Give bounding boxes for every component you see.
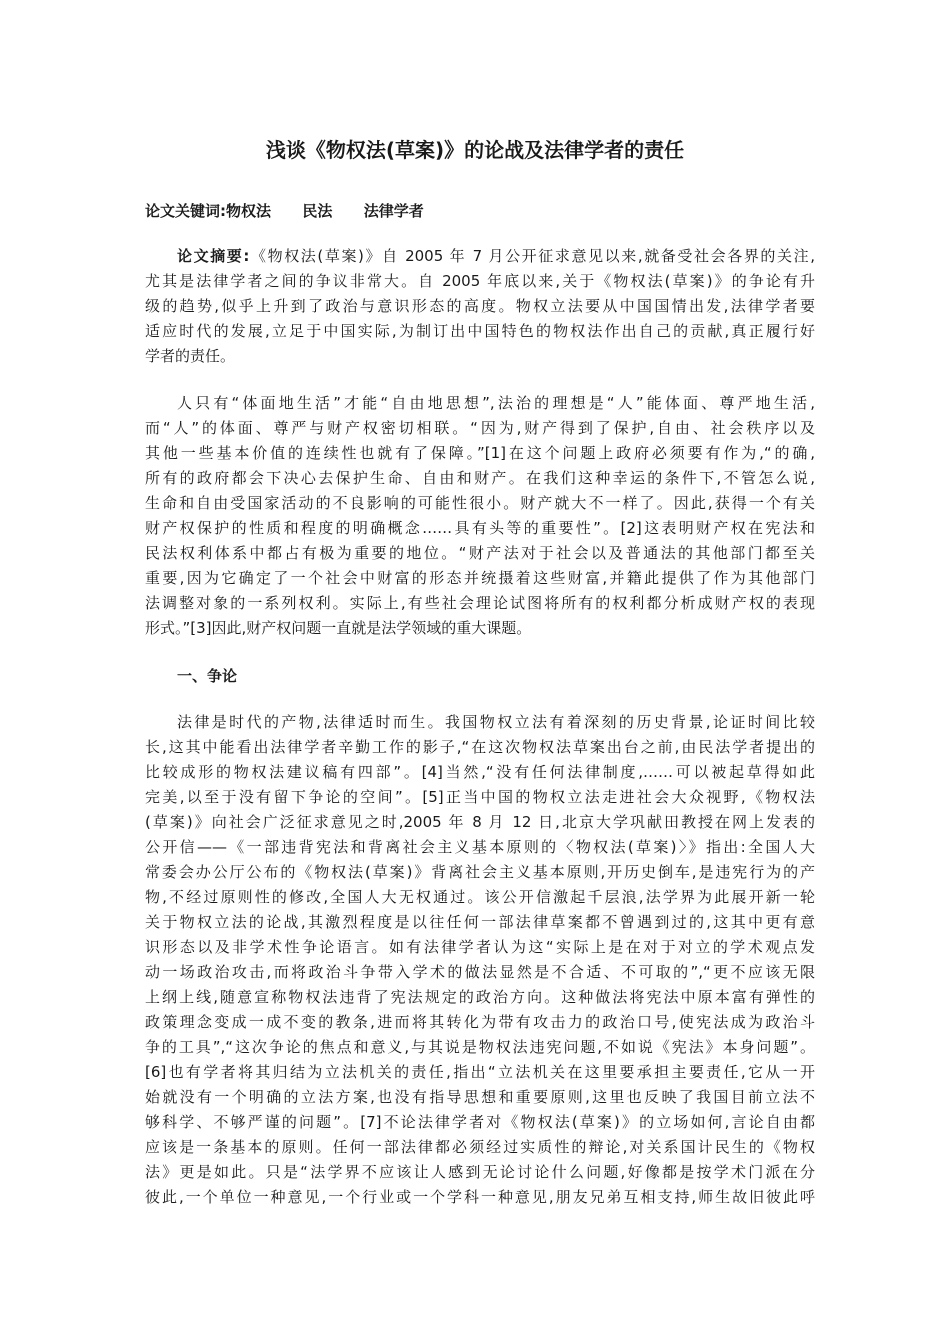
abstract-line: 学者的责任。 — [145, 347, 236, 365]
paragraph-line: 比较成形的物权法建议稿有四部”。[4]当然,“没有任何法律制度,……可以被起草得如此 — [145, 763, 815, 781]
paragraph-line: 动一场政治攻击,而将政治斗争带入学术的做法显然是不合适、不可取的”,“更不应该无限 — [145, 963, 815, 981]
abstract-line: 尤其是法律学者之间的争议非常大。自 2005 年底以来,关于《物权法(草案)》的争论有升 — [145, 272, 815, 290]
paragraph-line: 所有的政府都会下决心去保护生命、自由和财产。在我们这种幸运的条件下,不管怎么说, — [145, 469, 815, 487]
paragraph-line: 够科学、不够严谨的问题”。[7]不论法律学者对《物权法(草案)》的立场如何,言论自由都 — [145, 1113, 815, 1131]
abstract-line: 适应时代的发展,立足于中国实际,为制订出中国特色的物权法作出自己的贡献,真正履行好 — [145, 322, 815, 340]
paragraph-line: 完美,以至于没有留下争论的空间”。[5]正当中国的物权立法走进社会大众视野,《物权法 — [145, 788, 815, 806]
abstract-label: 论文摘要: — [177, 247, 250, 265]
paragraph-line: 人只有“体面地生活”才能“自由地思想”,法治的理想是“人”能体面、尊严地生活, — [177, 394, 815, 412]
paragraph-line: 民法权利体系中都占有极为重要的地位。“财产法对于社会以及普通法的其他部门都至关 — [145, 544, 815, 562]
paragraph-line: (草案)》向社会广泛征求意见之时,2005 年 8 月 12 日,北京大学巩献田教授在网上发表的 — [145, 813, 815, 831]
document-title: 浅谈《物权法(草案)》的论战及法律学者的责任 — [265, 138, 685, 162]
paragraph-line: 法调整对象的一系列权利。实际上,有些社会理论试图将所有的权利都分析成财产权的表现 — [145, 594, 815, 612]
paragraph-line: 财产权保护的性质和程度的明确概念……具有头等的重要性”。[2]这表明财产权在宪法和 — [145, 519, 815, 537]
paragraph-line: 法》更是如此。只是“法学界不应该让人感到无论讨论什么问题,好像都是按学术门派在分 — [145, 1163, 815, 1181]
paragraph-line: 公开信——《一部违背宪法和背离社会主义基本原则的〈物权法(草案)〉》指出:全国人大 — [145, 838, 815, 856]
paragraph-line: 政策理念变成一成不变的教条,进而将其转化为带有攻击力的政治口号,使宪法成为政治斗 — [145, 1013, 815, 1031]
paragraph-line: 生命和自由受国家活动的不良影响的可能性很小。财产就大不一样了。因此,获得一个有关 — [145, 494, 815, 512]
keywords-label: 论文关键词: — [145, 202, 226, 220]
body-paragraph-debate — [145, 710, 815, 1210]
paragraph-line: [6]也有学者将其归结为立法机关的责任,指出“立法机关在这里要承担主要责任,它从一开 — [145, 1063, 815, 1081]
section-heading: 一、争论 — [177, 667, 238, 685]
body-paragraph-intro — [145, 391, 815, 641]
paragraph-line: 识形态以及非学术性争论语言。如有法律学者认为这“实际上是在对于对立的学术观点发 — [145, 938, 815, 956]
paragraph-line: 关于物权立法的论战,其激烈程度是以往任何一部法律草案都不曾遇到过的,这其中更有意 — [145, 913, 815, 931]
paragraph-line: 常委会办公厅公布的《物权法(草案)》背离社会主义基本原则,开历史倒车,是违宪行为的产 — [145, 863, 815, 881]
paragraph-line: 而“人”的体面、尊严与财产权密切相联。“因为,财产得到了保护,自由、社会秩序以及 — [145, 419, 815, 437]
keyword-item: 物权法 — [226, 202, 272, 220]
keyword-item: 民法 — [302, 202, 333, 220]
paragraph-line: 重要,因为它确定了一个社会中财富的形态并统摄着这些财富,并籍此提供了作为其他部门 — [145, 569, 815, 587]
keyword-item: 法律学者 — [363, 202, 424, 220]
abstract-paragraph — [145, 244, 815, 369]
paragraph-line: 彼此,一个单位一种意见,一个行业或一个学科一种意见,朋友兄弟互相支持,师生故旧彼此呼 — [145, 1188, 815, 1206]
paragraph-line: 形式。”[3]因此,财产权问题一直就是法学领域的重大课题。 — [145, 619, 532, 637]
paragraph-line: 争的工具”,“这次争论的焦点和意义,与其说是物权法违宪问题,不如说《宪法》本身问题”。 — [145, 1038, 815, 1056]
paragraph-line: 其他一些基本价值的连续性也就有了保障。”[1]在这个问题上政府必须要有作为,“的确, — [145, 444, 815, 462]
abstract-line: 级的趋势,似乎上升到了政治与意识形态的高度。物权立法要从中国国情出发,法律学者要 — [145, 297, 815, 315]
paragraph-line: 法律是时代的产物,法律适时而生。我国物权立法有着深刻的历史背景,论证时间比较 — [177, 713, 815, 731]
paragraph-line: 长,这其中能看出法律学者辛勤工作的影子,“在这次物权法草案出台之前,由民法学者提出的 — [145, 738, 815, 756]
abstract-line: 论文摘要:《物权法(草案)》自 2005 年 7 月公开征求意见以来,就备受社会各界的关注, — [177, 247, 815, 265]
paragraph-line: 应该是一条基本的原则。任何一部法律都必须经过实质性的辩论,对关系国计民生的《物权 — [145, 1138, 815, 1156]
paragraph-line: 始就没有一个明确的立法方案,也没有指导思想和重要原则,这里也反映了我国目前立法不 — [145, 1088, 815, 1106]
keywords-line — [145, 200, 424, 222]
paragraph-line: 物,不经过原则性的修改,全国人大无权通过。该公开信激起千层浪,法学界为此展开新一轮 — [145, 888, 815, 906]
paragraph-line: 上纲上线,随意宣称物权法违背了宪法规定的政治方向。这种做法将宪法中原本富有弹性的 — [145, 988, 815, 1006]
